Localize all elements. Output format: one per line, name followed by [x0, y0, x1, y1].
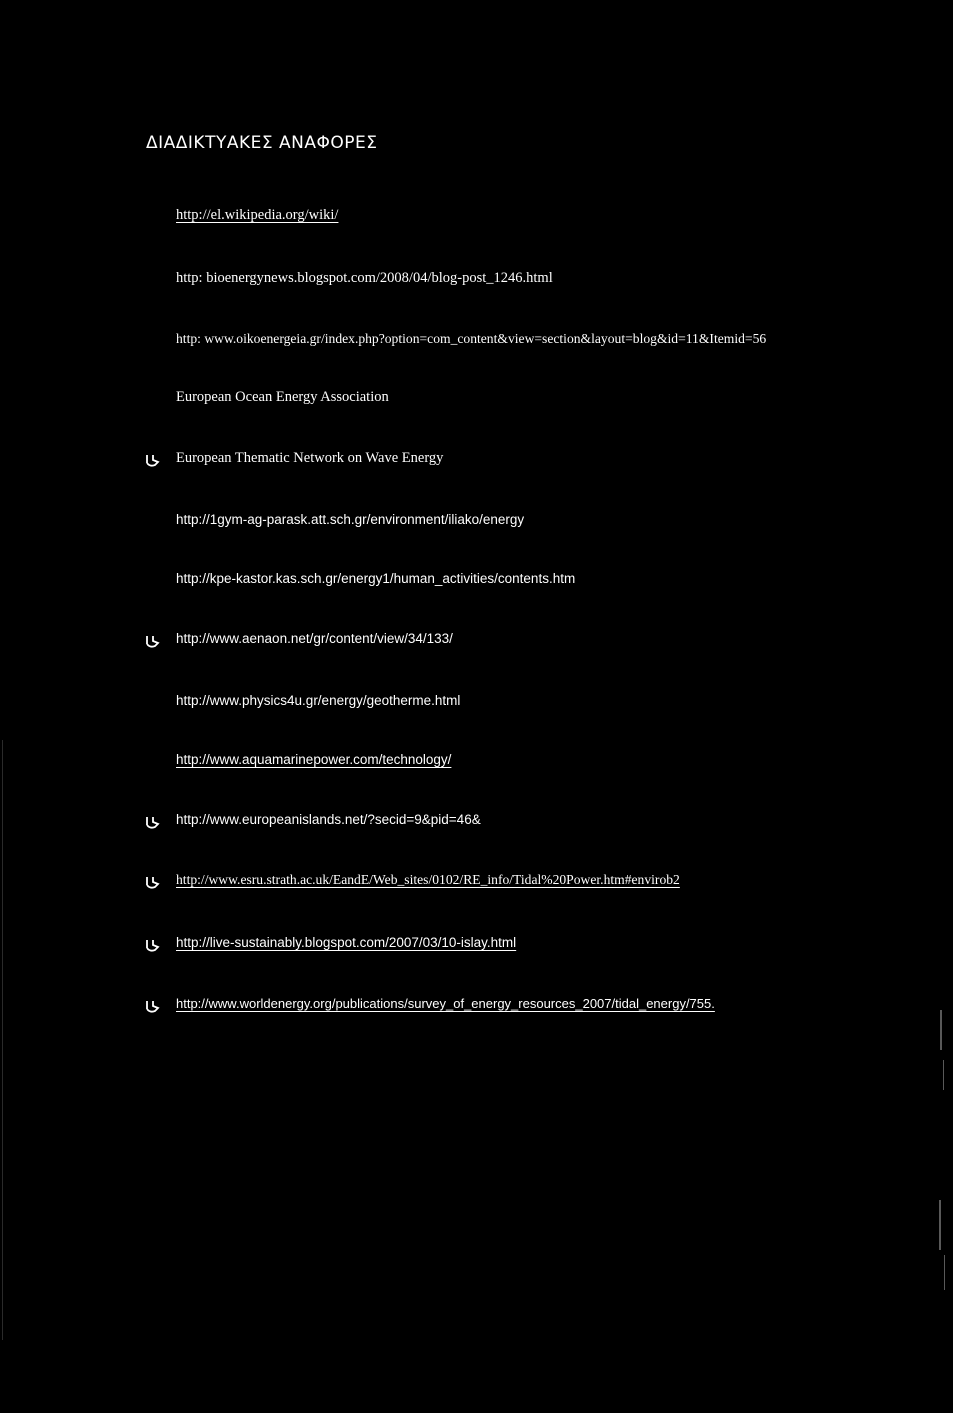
reference-link[interactable]: http://1gym-ag-parask.att.sch.gr/environment/iliako/energy — [176, 512, 525, 527]
reference-link[interactable]: http://www.europeanislands.net/?secid=9&pid=46& — [176, 812, 481, 827]
reference-text: European Ocean Energy Association — [176, 389, 389, 405]
hand-pointer-icon — [144, 452, 162, 470]
reference-item[interactable] — [0, 693, 953, 717]
scan-artifact — [937, 1000, 949, 1300]
reference-item[interactable] — [0, 631, 953, 655]
hand-pointer-icon — [144, 998, 162, 1016]
reference-item[interactable] — [0, 512, 953, 536]
reference-item[interactable] — [0, 571, 953, 595]
hand-pointer-icon — [144, 633, 162, 651]
reference-link[interactable]: http: bioenergynews.blogspot.com/2008/04/blog-post_1246.html — [176, 270, 553, 286]
page-title: ΔΙΑΔΙΚΤΥΑΚΕΣ ΑΝΑΦΟΡΕΣ — [146, 133, 378, 153]
reference-item[interactable] — [0, 270, 953, 294]
reference-item — [0, 450, 953, 474]
reference-link[interactable]: http://live-sustainably.blogspot.com/2007/03/10-islay.html — [176, 935, 517, 950]
reference-link[interactable]: http://www.aenaon.net/gr/content/view/34/133/ — [176, 631, 453, 646]
reference-item[interactable] — [0, 872, 953, 896]
reference-item[interactable] — [0, 331, 953, 355]
reference-item[interactable] — [0, 812, 953, 836]
reference-link[interactable]: http://www.worldenergy.org/publications/survey_of_energy_resources_2007/tidal_energy/755. — [176, 996, 715, 1011]
reference-link[interactable]: http://www.physics4u.gr/energy/geotherme.html — [176, 693, 461, 708]
scan-edge-line — [2, 740, 3, 1340]
hand-pointer-icon — [144, 937, 162, 955]
reference-item[interactable] — [0, 752, 953, 776]
reference-link[interactable]: http://kpe-kastor.kas.sch.gr/energy1/human_activities/contents.htm — [176, 571, 576, 586]
reference-item[interactable] — [0, 207, 953, 231]
reference-item[interactable] — [0, 935, 953, 959]
reference-item — [0, 389, 953, 413]
reference-link[interactable]: http://el.wikipedia.org/wiki/ — [176, 207, 339, 223]
reference-link[interactable]: http: www.oikoenergeia.gr/index.php?option=com_content&view=section&layout=blog&id=11&Itemid=56 — [176, 331, 767, 346]
reference-link[interactable]: http://www.esru.strath.ac.uk/EandE/Web_sites/0102/RE_info/Tidal%20Power.htm#envirob2 — [176, 872, 680, 887]
hand-pointer-icon — [144, 814, 162, 832]
reference-text: European Thematic Network on Wave Energy — [176, 450, 444, 466]
reference-link[interactable]: http://www.aquamarinepower.com/technology/ — [176, 752, 452, 767]
hand-pointer-icon — [144, 874, 162, 892]
reference-item[interactable] — [0, 996, 953, 1020]
